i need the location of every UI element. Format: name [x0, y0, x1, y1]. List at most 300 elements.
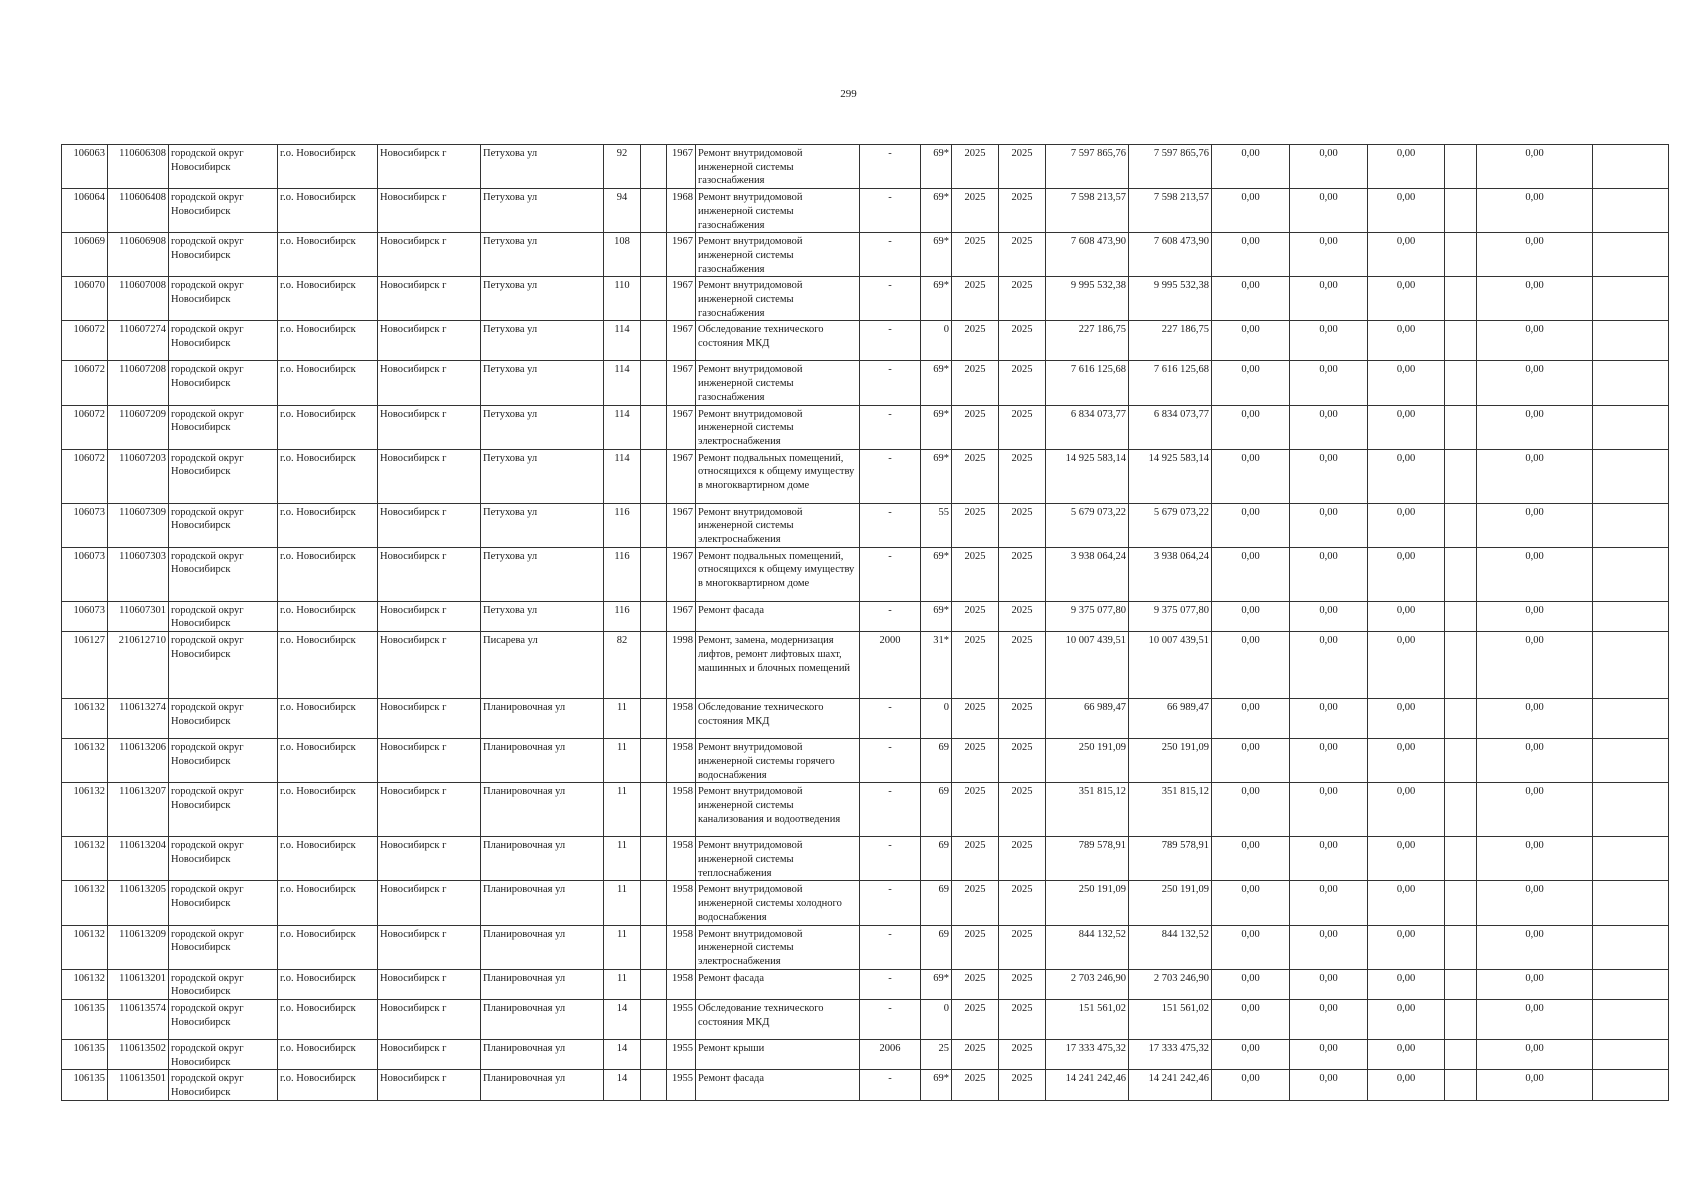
cell-last-repair-year: -	[860, 145, 921, 189]
cell-extra-column	[1445, 881, 1477, 925]
cell-municipal-district: г.о. Новосибирск	[278, 969, 378, 999]
cell-federal-funds: 0,00	[1212, 277, 1290, 321]
cell-object-code: 110613274	[108, 699, 169, 739]
cell-row-id: 106132	[62, 699, 108, 739]
cell-note	[1593, 632, 1669, 699]
cell-regional-funds: 0,00	[1290, 969, 1368, 999]
cell-municipal-district: г.о. Новосибирск	[278, 361, 378, 405]
cell-work-type: Ремонт внутридомовой инженерной системы канализования и водоотведения	[696, 783, 860, 837]
cell-municipal-district: г.о. Новосибирск	[278, 837, 378, 881]
cell-wear-percent: 69*	[921, 145, 952, 189]
cell-municipality: городской округ Новосибирск	[169, 969, 278, 999]
cell-municipal-funds: 0,00	[1368, 837, 1445, 881]
cell-regional-funds: 0,00	[1290, 739, 1368, 783]
cell-locality: Новосибирск г	[378, 321, 481, 361]
cell-house-number: 114	[604, 449, 641, 503]
cell-municipal-district: г.о. Новосибирск	[278, 405, 378, 449]
cell-municipality: городской округ Новосибирск	[169, 321, 278, 361]
cell-federal-funds: 0,00	[1212, 145, 1290, 189]
cell-last-repair-year: -	[860, 233, 921, 277]
cell-building-letter	[641, 1070, 667, 1100]
cell-plan-year-start: 2025	[952, 699, 999, 739]
cell-municipality: городской округ Новосибирск	[169, 837, 278, 881]
cell-work-type: Ремонт внутридомовой инженерной системы газоснабжения	[696, 233, 860, 277]
cell-owners-funds: 0,00	[1477, 1040, 1593, 1070]
cell-regional-funds: 0,00	[1290, 321, 1368, 361]
cell-municipal-district: г.о. Новосибирск	[278, 145, 378, 189]
cell-year-built: 1958	[667, 837, 696, 881]
cell-work-type: Ремонт, замена, модернизация лифтов, ремонт лифтовых шахт, машинных и блочных помещений	[696, 632, 860, 699]
cell-row-id: 106064	[62, 189, 108, 233]
cell-municipality: городской округ Новосибирск	[169, 547, 278, 601]
cell-last-repair-year: -	[860, 277, 921, 321]
cell-object-code: 110613204	[108, 837, 169, 881]
table-row	[62, 405, 1669, 449]
cell-street: Планировочная ул	[481, 1040, 604, 1070]
cell-regional-fund-cost: 14 925 583,14	[1129, 449, 1212, 503]
cell-work-type: Ремонт подвальных помещений, относящихся к общему имуществу в многоквартирном доме	[696, 449, 860, 503]
cell-owners-funds: 0,00	[1477, 503, 1593, 547]
cell-municipal-district: г.о. Новосибирск	[278, 601, 378, 631]
cell-owners-funds: 0,00	[1477, 881, 1593, 925]
cell-regional-funds: 0,00	[1290, 503, 1368, 547]
cell-regional-funds: 0,00	[1290, 145, 1368, 189]
cell-object-code: 110607008	[108, 277, 169, 321]
cell-municipal-funds: 0,00	[1368, 783, 1445, 837]
cell-street: Петухова ул	[481, 233, 604, 277]
cell-municipal-district: г.о. Новосибирск	[278, 503, 378, 547]
cell-municipal-district: г.о. Новосибирск	[278, 783, 378, 837]
cell-wear-percent: 69*	[921, 233, 952, 277]
cell-plan-year-end: 2025	[999, 632, 1046, 699]
register-table	[61, 144, 1669, 1101]
cell-total-cost: 351 815,12	[1046, 783, 1129, 837]
cell-wear-percent: 69	[921, 739, 952, 783]
cell-municipal-district: г.о. Новосибирск	[278, 739, 378, 783]
cell-municipal-district: г.о. Новосибирск	[278, 925, 378, 969]
cell-wear-percent: 25	[921, 1040, 952, 1070]
cell-extra-column	[1445, 699, 1477, 739]
cell-wear-percent: 69	[921, 881, 952, 925]
table-row	[62, 699, 1669, 739]
cell-year-built: 1998	[667, 632, 696, 699]
cell-regional-funds: 0,00	[1290, 783, 1368, 837]
cell-regional-fund-cost: 66 989,47	[1129, 699, 1212, 739]
cell-year-built: 1967	[667, 503, 696, 547]
cell-locality: Новосибирск г	[378, 189, 481, 233]
cell-plan-year-start: 2025	[952, 189, 999, 233]
cell-total-cost: 2 703 246,90	[1046, 969, 1129, 999]
cell-street: Планировочная ул	[481, 699, 604, 739]
cell-plan-year-end: 2025	[999, 881, 1046, 925]
cell-street: Планировочная ул	[481, 925, 604, 969]
cell-last-repair-year: -	[860, 1000, 921, 1040]
cell-regional-funds: 0,00	[1290, 881, 1368, 925]
cell-year-built: 1958	[667, 881, 696, 925]
cell-federal-funds: 0,00	[1212, 699, 1290, 739]
cell-total-cost: 3 938 064,24	[1046, 547, 1129, 601]
cell-work-type: Ремонт фасада	[696, 601, 860, 631]
cell-municipal-district: г.о. Новосибирск	[278, 547, 378, 601]
cell-owners-funds: 0,00	[1477, 739, 1593, 783]
cell-total-cost: 227 186,75	[1046, 321, 1129, 361]
cell-municipal-funds: 0,00	[1368, 925, 1445, 969]
cell-plan-year-end: 2025	[999, 277, 1046, 321]
cell-house-number: 14	[604, 1000, 641, 1040]
cell-owners-funds: 0,00	[1477, 547, 1593, 601]
cell-federal-funds: 0,00	[1212, 503, 1290, 547]
cell-row-id: 106070	[62, 277, 108, 321]
cell-house-number: 116	[604, 601, 641, 631]
cell-row-id: 106072	[62, 321, 108, 361]
cell-plan-year-end: 2025	[999, 601, 1046, 631]
cell-owners-funds: 0,00	[1477, 925, 1593, 969]
cell-wear-percent: 69*	[921, 601, 952, 631]
cell-plan-year-end: 2025	[999, 739, 1046, 783]
cell-building-letter	[641, 699, 667, 739]
cell-extra-column	[1445, 601, 1477, 631]
cell-owners-funds: 0,00	[1477, 321, 1593, 361]
cell-locality: Новосибирск г	[378, 405, 481, 449]
cell-total-cost: 10 007 439,51	[1046, 632, 1129, 699]
cell-plan-year-end: 2025	[999, 969, 1046, 999]
cell-extra-column	[1445, 925, 1477, 969]
cell-extra-column	[1445, 277, 1477, 321]
cell-municipal-funds: 0,00	[1368, 1070, 1445, 1100]
cell-regional-fund-cost: 14 241 242,46	[1129, 1070, 1212, 1100]
cell-total-cost: 789 578,91	[1046, 837, 1129, 881]
cell-municipal-district: г.о. Новосибирск	[278, 1000, 378, 1040]
cell-year-built: 1955	[667, 1040, 696, 1070]
cell-owners-funds: 0,00	[1477, 1070, 1593, 1100]
cell-house-number: 11	[604, 969, 641, 999]
cell-municipality: городской округ Новосибирск	[169, 503, 278, 547]
cell-municipality: городской округ Новосибирск	[169, 739, 278, 783]
cell-federal-funds: 0,00	[1212, 739, 1290, 783]
cell-regional-fund-cost: 17 333 475,32	[1129, 1040, 1212, 1070]
cell-object-code: 110613209	[108, 925, 169, 969]
cell-work-type: Ремонт внутридомовой инженерной системы электроснабжения	[696, 503, 860, 547]
cell-regional-fund-cost: 9 375 077,80	[1129, 601, 1212, 631]
cell-last-repair-year: -	[860, 783, 921, 837]
cell-house-number: 114	[604, 405, 641, 449]
table-row	[62, 783, 1669, 837]
cell-extra-column	[1445, 449, 1477, 503]
cell-last-repair-year: -	[860, 189, 921, 233]
cell-plan-year-start: 2025	[952, 783, 999, 837]
cell-house-number: 11	[604, 925, 641, 969]
cell-regional-fund-cost: 250 191,09	[1129, 881, 1212, 925]
cell-building-letter	[641, 547, 667, 601]
table-row	[62, 361, 1669, 405]
cell-house-number: 82	[604, 632, 641, 699]
table-row	[62, 449, 1669, 503]
cell-work-type: Ремонт внутридомовой инженерной системы газоснабжения	[696, 145, 860, 189]
cell-regional-funds: 0,00	[1290, 925, 1368, 969]
cell-building-letter	[641, 449, 667, 503]
cell-municipal-funds: 0,00	[1368, 449, 1445, 503]
cell-wear-percent: 69	[921, 783, 952, 837]
cell-last-repair-year: -	[860, 699, 921, 739]
cell-municipal-district: г.о. Новосибирск	[278, 189, 378, 233]
cell-house-number: 11	[604, 699, 641, 739]
cell-building-letter	[641, 277, 667, 321]
cell-locality: Новосибирск г	[378, 1070, 481, 1100]
cell-federal-funds: 0,00	[1212, 925, 1290, 969]
cell-plan-year-start: 2025	[952, 405, 999, 449]
cell-row-id: 106132	[62, 783, 108, 837]
cell-note	[1593, 277, 1669, 321]
cell-plan-year-end: 2025	[999, 361, 1046, 405]
cell-row-id: 106135	[62, 1040, 108, 1070]
cell-municipal-funds: 0,00	[1368, 321, 1445, 361]
cell-year-built: 1958	[667, 699, 696, 739]
cell-wear-percent: 69	[921, 837, 952, 881]
cell-plan-year-end: 2025	[999, 837, 1046, 881]
cell-street: Петухова ул	[481, 601, 604, 631]
cell-street: Петухова ул	[481, 189, 604, 233]
page-number: 299	[840, 88, 857, 100]
cell-work-type: Ремонт внутридомовой инженерной системы холодного водоснабжения	[696, 881, 860, 925]
cell-wear-percent: 0	[921, 1000, 952, 1040]
cell-owners-funds: 0,00	[1477, 449, 1593, 503]
cell-total-cost: 151 561,02	[1046, 1000, 1129, 1040]
cell-owners-funds: 0,00	[1477, 632, 1593, 699]
cell-row-id: 106127	[62, 632, 108, 699]
cell-building-letter	[641, 881, 667, 925]
cell-note	[1593, 1000, 1669, 1040]
cell-object-code: 110607208	[108, 361, 169, 405]
cell-locality: Новосибирск г	[378, 969, 481, 999]
cell-plan-year-start: 2025	[952, 969, 999, 999]
cell-street: Петухова ул	[481, 547, 604, 601]
cell-municipality: городской округ Новосибирск	[169, 449, 278, 503]
cell-year-built: 1955	[667, 1000, 696, 1040]
cell-year-built: 1967	[667, 405, 696, 449]
cell-extra-column	[1445, 1070, 1477, 1100]
cell-municipal-district: г.о. Новосибирск	[278, 632, 378, 699]
register-body	[62, 145, 1669, 1101]
cell-federal-funds: 0,00	[1212, 1040, 1290, 1070]
cell-regional-fund-cost: 2 703 246,90	[1129, 969, 1212, 999]
cell-year-built: 1958	[667, 925, 696, 969]
cell-row-id: 106072	[62, 405, 108, 449]
cell-total-cost: 7 598 213,57	[1046, 189, 1129, 233]
cell-locality: Новосибирск г	[378, 632, 481, 699]
cell-street: Планировочная ул	[481, 1000, 604, 1040]
cell-house-number: 94	[604, 189, 641, 233]
cell-note	[1593, 969, 1669, 999]
cell-municipal-funds: 0,00	[1368, 277, 1445, 321]
cell-last-repair-year: -	[860, 837, 921, 881]
cell-object-code: 110613205	[108, 881, 169, 925]
cell-federal-funds: 0,00	[1212, 881, 1290, 925]
cell-federal-funds: 0,00	[1212, 1070, 1290, 1100]
cell-street: Планировочная ул	[481, 739, 604, 783]
cell-wear-percent: 69*	[921, 189, 952, 233]
cell-building-letter	[641, 783, 667, 837]
cell-federal-funds: 0,00	[1212, 783, 1290, 837]
cell-federal-funds: 0,00	[1212, 405, 1290, 449]
cell-extra-column	[1445, 632, 1477, 699]
cell-municipal-district: г.о. Новосибирск	[278, 233, 378, 277]
cell-locality: Новосибирск г	[378, 601, 481, 631]
cell-object-code: 110606908	[108, 233, 169, 277]
cell-owners-funds: 0,00	[1477, 145, 1593, 189]
cell-house-number: 11	[604, 881, 641, 925]
cell-federal-funds: 0,00	[1212, 601, 1290, 631]
cell-street: Планировочная ул	[481, 969, 604, 999]
cell-note	[1593, 783, 1669, 837]
cell-extra-column	[1445, 321, 1477, 361]
cell-note	[1593, 837, 1669, 881]
cell-year-built: 1967	[667, 601, 696, 631]
cell-last-repair-year: -	[860, 361, 921, 405]
cell-total-cost: 9 995 532,38	[1046, 277, 1129, 321]
cell-municipal-funds: 0,00	[1368, 739, 1445, 783]
cell-municipality: городской округ Новосибирск	[169, 783, 278, 837]
cell-note	[1593, 449, 1669, 503]
cell-work-type: Ремонт фасада	[696, 969, 860, 999]
cell-year-built: 1955	[667, 1070, 696, 1100]
cell-last-repair-year: -	[860, 449, 921, 503]
cell-work-type: Ремонт внутридомовой инженерной системы электроснабжения	[696, 925, 860, 969]
cell-municipality: городской округ Новосибирск	[169, 1070, 278, 1100]
table-row	[62, 189, 1669, 233]
cell-extra-column	[1445, 1040, 1477, 1070]
cell-owners-funds: 0,00	[1477, 405, 1593, 449]
cell-year-built: 1958	[667, 969, 696, 999]
cell-row-id: 106073	[62, 503, 108, 547]
cell-regional-fund-cost: 3 938 064,24	[1129, 547, 1212, 601]
cell-street: Планировочная ул	[481, 783, 604, 837]
cell-municipal-funds: 0,00	[1368, 632, 1445, 699]
cell-regional-funds: 0,00	[1290, 277, 1368, 321]
cell-federal-funds: 0,00	[1212, 632, 1290, 699]
cell-plan-year-start: 2025	[952, 601, 999, 631]
cell-locality: Новосибирск г	[378, 739, 481, 783]
cell-extra-column	[1445, 405, 1477, 449]
cell-municipal-funds: 0,00	[1368, 699, 1445, 739]
cell-last-repair-year: -	[860, 881, 921, 925]
cell-municipal-district: г.о. Новосибирск	[278, 699, 378, 739]
cell-house-number: 114	[604, 321, 641, 361]
cell-wear-percent: 55	[921, 503, 952, 547]
cell-municipality: городской округ Новосибирск	[169, 361, 278, 405]
cell-object-code: 110606408	[108, 189, 169, 233]
cell-plan-year-start: 2025	[952, 145, 999, 189]
cell-house-number: 11	[604, 739, 641, 783]
cell-federal-funds: 0,00	[1212, 321, 1290, 361]
cell-note	[1593, 361, 1669, 405]
cell-regional-fund-cost: 7 598 213,57	[1129, 189, 1212, 233]
cell-plan-year-start: 2025	[952, 881, 999, 925]
table-row	[62, 503, 1669, 547]
cell-owners-funds: 0,00	[1477, 361, 1593, 405]
table-row	[62, 739, 1669, 783]
cell-owners-funds: 0,00	[1477, 601, 1593, 631]
cell-street: Петухова ул	[481, 405, 604, 449]
cell-plan-year-end: 2025	[999, 699, 1046, 739]
cell-house-number: 110	[604, 277, 641, 321]
cell-object-code: 110607301	[108, 601, 169, 631]
cell-municipality: городской округ Новосибирск	[169, 925, 278, 969]
cell-locality: Новосибирск г	[378, 503, 481, 547]
cell-owners-funds: 0,00	[1477, 783, 1593, 837]
cell-street: Планировочная ул	[481, 881, 604, 925]
cell-wear-percent: 69	[921, 925, 952, 969]
cell-house-number: 108	[604, 233, 641, 277]
cell-locality: Новосибирск г	[378, 449, 481, 503]
cell-wear-percent: 69*	[921, 361, 952, 405]
table-row	[62, 837, 1669, 881]
cell-wear-percent: 69*	[921, 277, 952, 321]
cell-note	[1593, 1040, 1669, 1070]
cell-regional-fund-cost: 844 132,52	[1129, 925, 1212, 969]
cell-plan-year-end: 2025	[999, 145, 1046, 189]
cell-year-built: 1967	[667, 233, 696, 277]
cell-building-letter	[641, 405, 667, 449]
cell-work-type: Обследование технического состояния МКД	[696, 1000, 860, 1040]
cell-owners-funds: 0,00	[1477, 277, 1593, 321]
cell-last-repair-year: 2006	[860, 1040, 921, 1070]
cell-building-letter	[641, 361, 667, 405]
cell-municipal-funds: 0,00	[1368, 1040, 1445, 1070]
cell-building-letter	[641, 1040, 667, 1070]
cell-last-repair-year: 2000	[860, 632, 921, 699]
cell-municipality: городской округ Новосибирск	[169, 233, 278, 277]
cell-owners-funds: 0,00	[1477, 969, 1593, 999]
cell-locality: Новосибирск г	[378, 1000, 481, 1040]
cell-building-letter	[641, 739, 667, 783]
cell-street: Планировочная ул	[481, 1070, 604, 1100]
table-row	[62, 881, 1669, 925]
cell-year-built: 1967	[667, 277, 696, 321]
cell-municipality: городской округ Новосибирск	[169, 699, 278, 739]
cell-municipal-funds: 0,00	[1368, 361, 1445, 405]
cell-locality: Новосибирск г	[378, 925, 481, 969]
cell-municipality: городской округ Новосибирск	[169, 145, 278, 189]
cell-regional-funds: 0,00	[1290, 837, 1368, 881]
cell-work-type: Ремонт фасада	[696, 1070, 860, 1100]
cell-row-id: 106135	[62, 1000, 108, 1040]
cell-plan-year-end: 2025	[999, 783, 1046, 837]
cell-wear-percent: 69*	[921, 969, 952, 999]
cell-work-type: Ремонт внутридомовой инженерной системы электроснабжения	[696, 405, 860, 449]
table-row	[62, 1040, 1669, 1070]
cell-extra-column	[1445, 145, 1477, 189]
cell-extra-column	[1445, 783, 1477, 837]
cell-row-id: 106063	[62, 145, 108, 189]
cell-plan-year-start: 2025	[952, 632, 999, 699]
cell-municipality: городской округ Новосибирск	[169, 881, 278, 925]
cell-plan-year-end: 2025	[999, 321, 1046, 361]
cell-last-repair-year: -	[860, 1070, 921, 1100]
cell-municipality: городской округ Новосибирск	[169, 1040, 278, 1070]
cell-object-code: 110607309	[108, 503, 169, 547]
cell-municipality: городской округ Новосибирск	[169, 601, 278, 631]
cell-locality: Новосибирск г	[378, 837, 481, 881]
cell-municipal-funds: 0,00	[1368, 233, 1445, 277]
cell-total-cost: 7 608 473,90	[1046, 233, 1129, 277]
cell-regional-fund-cost: 151 561,02	[1129, 1000, 1212, 1040]
cell-extra-column	[1445, 739, 1477, 783]
cell-last-repair-year: -	[860, 925, 921, 969]
table-row	[62, 601, 1669, 631]
table-row	[62, 547, 1669, 601]
cell-regional-funds: 0,00	[1290, 449, 1368, 503]
cell-plan-year-start: 2025	[952, 277, 999, 321]
